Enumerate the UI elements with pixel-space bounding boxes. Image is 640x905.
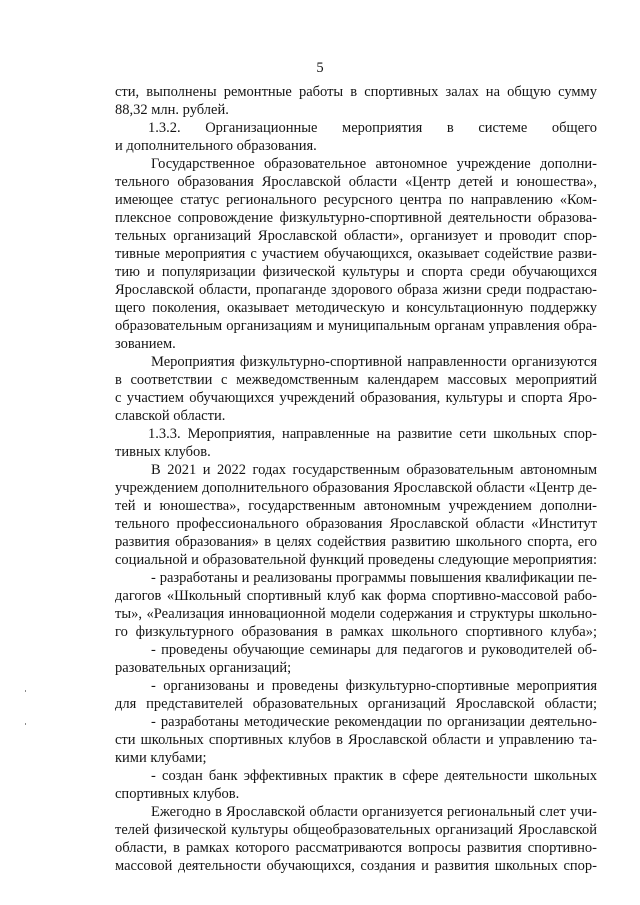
text-line: учреждением дополнительного образования Ярославской области «Центр де- xyxy=(115,480,597,496)
text-line: тей и юношества», государственным автономным учреждением дополни- xyxy=(115,498,597,514)
text-line: сти школьных спортивных клубов в Ярославской области и управлению та- xyxy=(115,732,597,748)
text-line: с участием обучающихся учреждений образования, культуры и спорта Яро- xyxy=(115,390,597,406)
list-item: - проведены обучающие семинары для педагогов и руководителей об- xyxy=(151,642,597,658)
text-line: щего поколения, оказывает методическую и консультационную поддержку xyxy=(115,300,597,316)
text-line: тельного образования Ярославской области «Центр детей и юношества», xyxy=(115,174,597,190)
text-line: сти, выполнены ремонтные работы в спортивных залах на общую сумму xyxy=(115,84,597,100)
text-line: Государственное образовательное автономное учреждение дополни- xyxy=(151,156,597,172)
text-line: Ежегодно в Ярославской области организуется региональный слет учи- xyxy=(151,804,597,820)
text-line: славской области. xyxy=(115,408,226,424)
text-line: В 2021 и 2022 годах государственным образовательным автономным xyxy=(151,462,597,478)
text-line: Ярославской области, пропаганде здорового образа жизни среди подрастаю- xyxy=(115,282,597,298)
text-line: кими клубами; xyxy=(115,750,207,766)
text-line: тивные мероприятия с участием обучающихся, оказывает содействие разви- xyxy=(115,246,597,262)
text-line: Мероприятия физкультурно-спортивной направленности организуются xyxy=(151,354,597,370)
scan-speck xyxy=(25,690,26,692)
text-line: го физкультурного образования в рамках школьного спортивного клуба»; xyxy=(115,624,597,640)
text-line: ты», «Реализация инновационной модели содержания и структуры школьно- xyxy=(115,606,597,622)
section-heading-1-3-2: 1.3.2. Организационные мероприятия в системе общего xyxy=(148,120,597,136)
text-line: развития образования» в целях содействия развитию школьного спорта, его xyxy=(115,534,597,550)
list-item: - разработаны методические рекомендации по организации деятельно- xyxy=(151,714,597,730)
text-line: спортивных клубов. xyxy=(115,786,240,802)
text-line: тию и популяризации физической культуры и спорта среди обучающихся xyxy=(115,264,597,280)
page-number: 5 xyxy=(316,60,324,76)
text-line: телей физической культуры общеобразовательных организаций Ярославской xyxy=(115,822,597,838)
text-line: плексное сопровождение физкультурно-спортивной деятельности образова- xyxy=(115,210,597,226)
list-item: - создан банк эффективных практик в сфере деятельности школьных xyxy=(151,768,597,784)
text-line: в соответствии с межведомственным календарем массовых мероприятий xyxy=(115,372,597,388)
text-line: тельного профессионального образования Ярославской области «Институт xyxy=(115,516,597,532)
text-line: тельных организаций Ярославской области», организует и проводит спор- xyxy=(115,228,597,244)
text-line: области, в рамках которого рассматриваются вопросы развития спортивно- xyxy=(115,840,597,856)
text-line: дагогов «Школьный спортивный клуб как форма спортивно-массовой рабо- xyxy=(115,588,597,604)
text-line: массовой деятельности обучающихся, создания и развития школьных спор- xyxy=(115,858,597,874)
text-line: зованием. xyxy=(115,336,176,352)
list-item: - организованы и проведены физкультурно-спортивные мероприятия xyxy=(151,678,597,694)
list-item: - разработаны и реализованы программы повышения квалификации пе- xyxy=(151,570,597,586)
text-line: разовательных организаций; xyxy=(115,660,292,676)
section-heading-1-3-3: 1.3.3. Мероприятия, направленные на развитие сети школьных спор- xyxy=(148,426,597,442)
text-line: образовательным организациям и муниципальным органам управления обра- xyxy=(115,318,597,334)
text-line: 88,32 млн. рублей. xyxy=(115,102,229,118)
scan-speck xyxy=(25,723,26,725)
text-line: социальной и образовательной функций проведены следующие мероприятия: xyxy=(115,552,597,568)
text-line: имеющее статус регионального ресурсного центра по направлению «Ком- xyxy=(115,192,597,208)
text-line: и дополнительного образования. xyxy=(115,138,317,154)
text-line: тивных клубов. xyxy=(115,444,211,460)
text-line: для представителей образовательных организаций Ярославской области; xyxy=(115,696,597,712)
